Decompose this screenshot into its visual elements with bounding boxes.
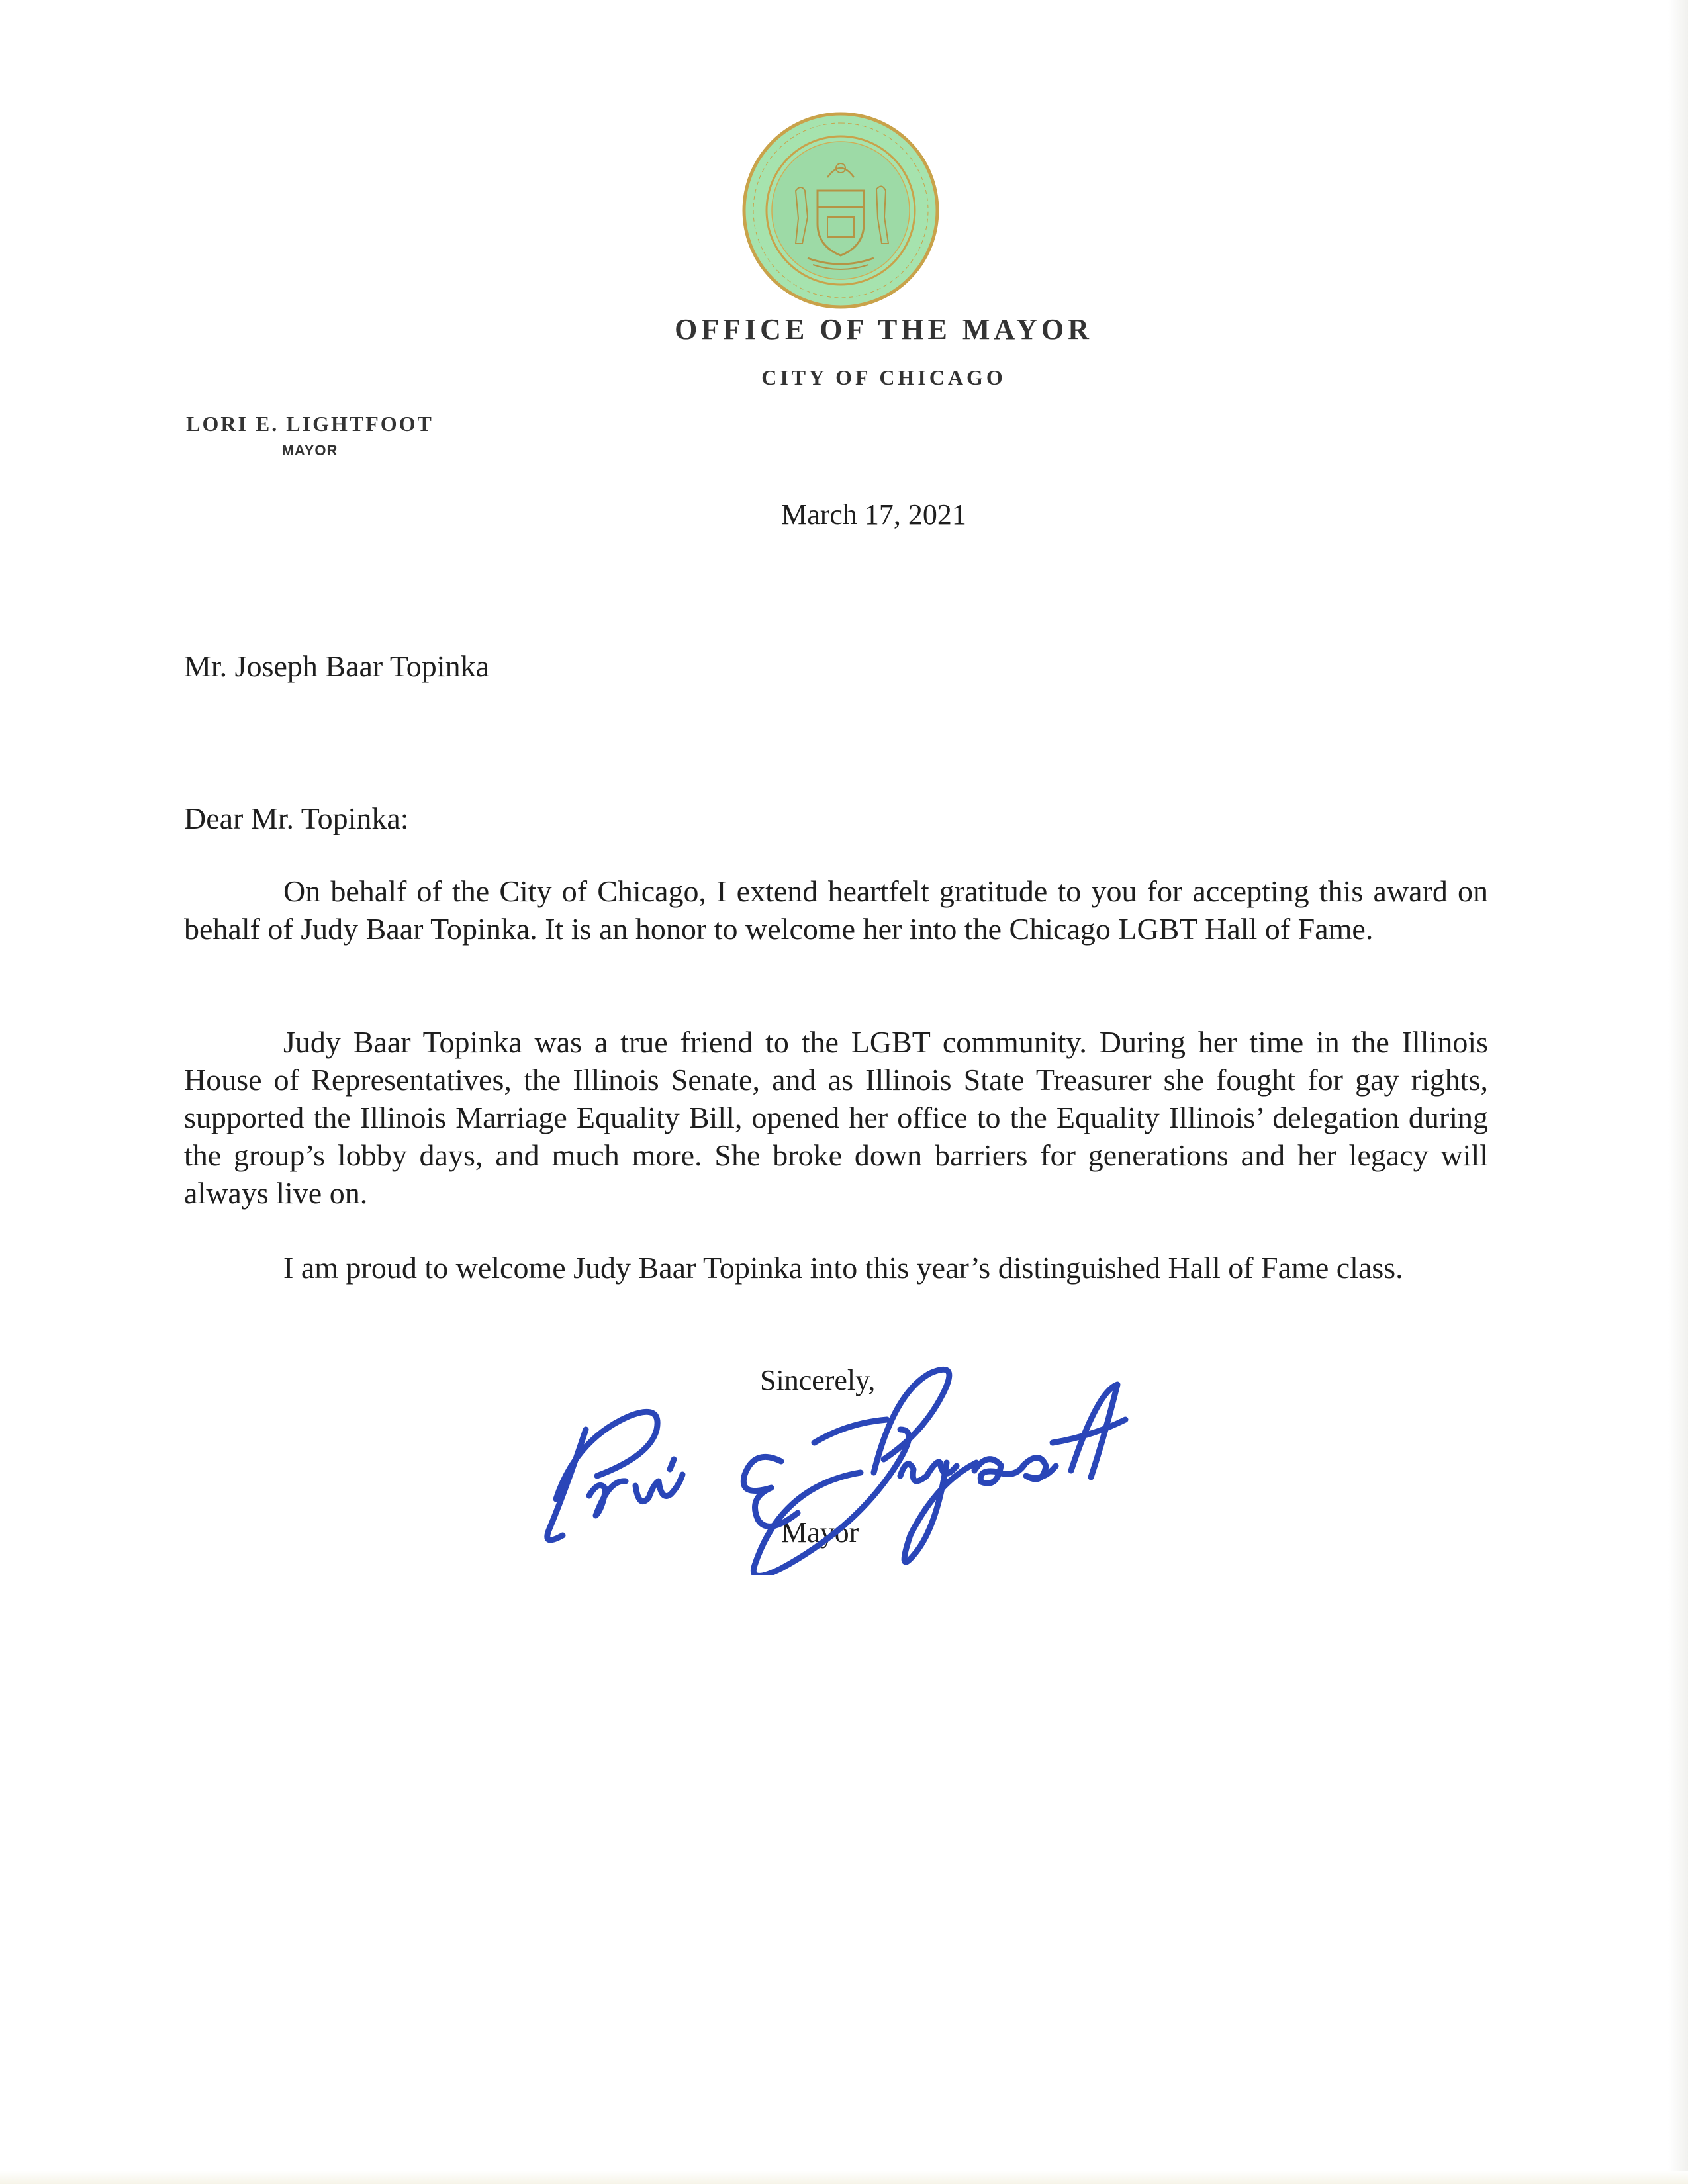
body-paragraph-1 xyxy=(184,872,1488,948)
mayor-title: MAYOR xyxy=(281,442,338,459)
paragraph-text: I am proud to welcome Judy Baar Topinka into this year’s distinguished Hall of Fame class. xyxy=(283,1251,1403,1285)
recipient-name: Mr. Joseph Baar Topinka xyxy=(184,649,489,683)
closing: Sincerely, xyxy=(760,1364,876,1396)
letter-date: March 17, 2021 xyxy=(781,498,966,531)
mayor-name: LORI E. LIGHTFOOT xyxy=(186,412,434,435)
closing-title: Mayor xyxy=(781,1516,859,1549)
office-city: CITY OF CHICAGO xyxy=(761,365,1006,389)
office-title: OFFICE OF THE MAYOR xyxy=(675,313,1093,345)
page-bottom-edge xyxy=(0,2171,1688,2184)
paragraph-text: On behalf of the City of Chicago, I extend heartfelt gratitude to you for accepting this award on behalf of Judy Baar Topinka. It is an honor to welcome her into the Chicago LGBT Hall of Fame. xyxy=(184,874,1488,946)
paragraph-text: Judy Baar Topinka was a true friend to the LGBT community. During her time in the Illinois House of Representatives, the Illinois Senate, and as Illinois State Treasurer she fought for gay rights, supported the Illinois Marriage Equality Bill, opened her office to the Equality Illinois’ delegation during the group’s lobby days, and much more. She broke down barriers for generations and her legacy will always live on. xyxy=(184,1025,1488,1210)
salutation: Dear Mr. Topinka: xyxy=(184,801,409,835)
handwritten-signature-icon xyxy=(503,1363,1192,1575)
body-paragraph-3 xyxy=(184,1249,1488,1287)
body-paragraph-2 xyxy=(184,1023,1488,1212)
city-seal-icon xyxy=(741,111,940,310)
